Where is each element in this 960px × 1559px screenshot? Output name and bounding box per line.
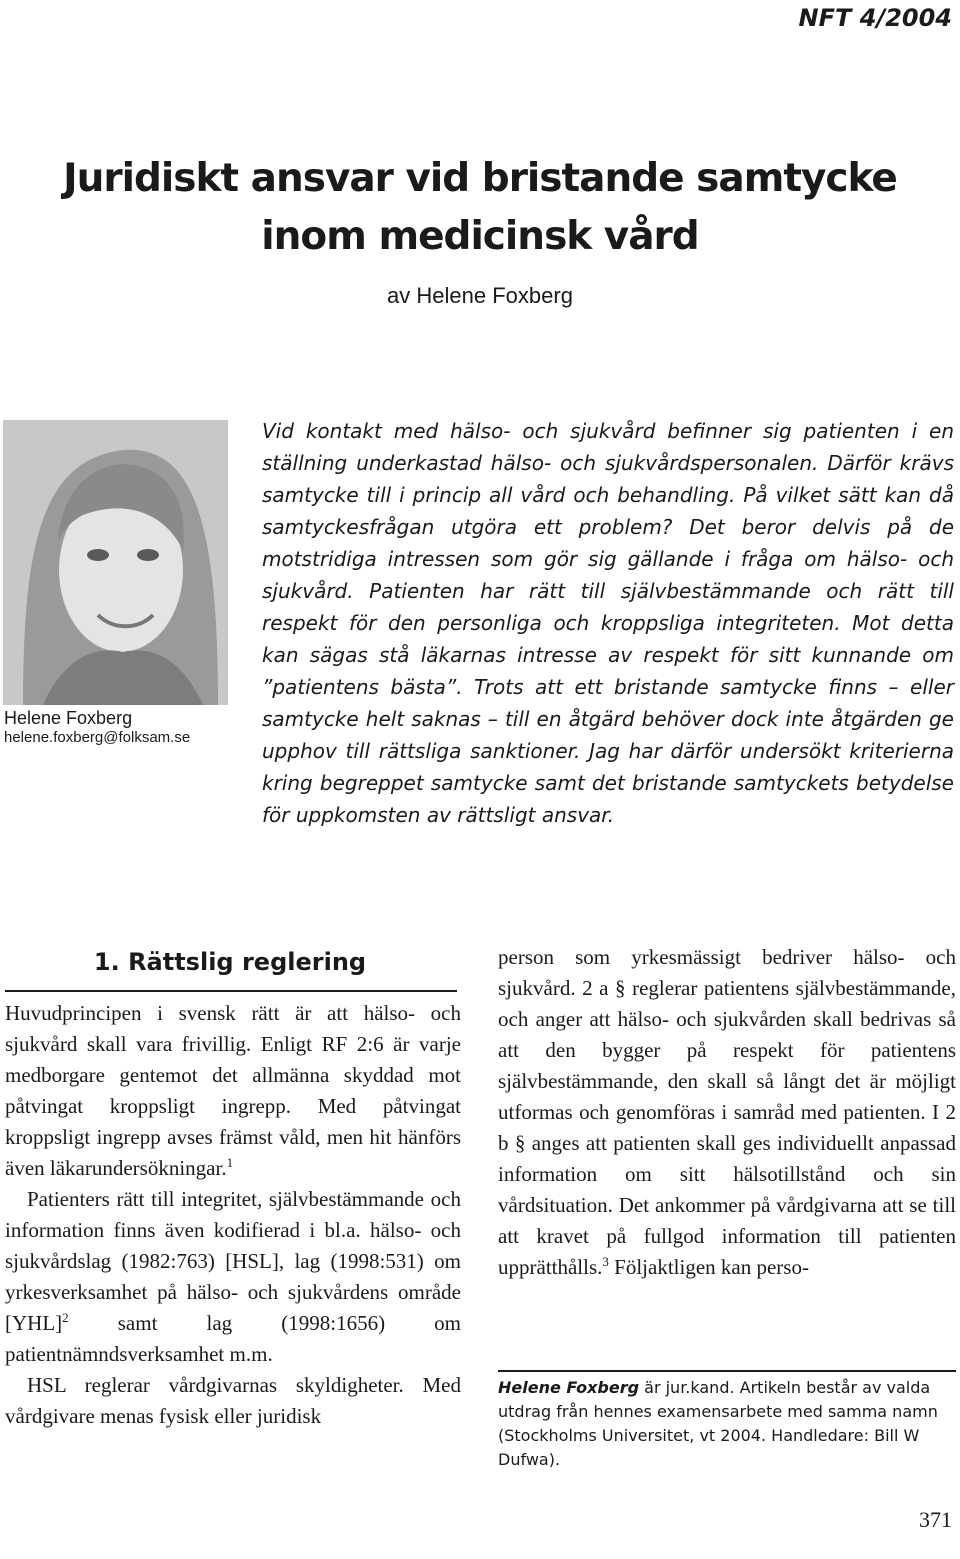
body-column-right [498, 942, 956, 1283]
byline: av Helene Foxberg [387, 283, 573, 308]
paragraph [498, 942, 956, 1283]
journal-issue: NFT 4/2004 [798, 4, 952, 32]
article-title [0, 150, 960, 266]
paragraph-text: samt lag (1998:1656) om patientnämndsverksamhet m.m. [5, 1311, 461, 1366]
paragraph-text: person som yrkesmässigt bedriver hälso- och sjukvård. 2 a § reglerar patientens självbestämmande, och anger att hälso- och sjukvården skall bedrivas så att den bygger på respekt för patientens självbestämmande, den skall så långt det är möjligt utformas och genomföras i samråd med patienten. I 2 b § anges att patienten skall ges individuellt anpassad information om sitt hälsotillstånd och sin vårdsituation. Det ankommer på vårdgivarna att se till att kravet på fullgod information till patienten upprätthålls. [498, 945, 956, 1279]
paragraph-text: Huvudprincipen i svensk rätt är att hälso- och sjukvård skall vara frivillig. Enligt RF 2:6 är varje medborgare gentemot det allmänna skyddad mot påtvingat kroppsligt ingrepp. Med påtvingat kroppsligt ingrepp avses främst våld, men hit hänförs även läkarundersökningar. [5, 1001, 461, 1180]
page-number: 371 [919, 1507, 952, 1532]
section-heading: 1. Rättslig reglering [93, 948, 367, 976]
author-caption [4, 709, 190, 747]
body-column-left [5, 998, 461, 1432]
footnote-ref: 1 [226, 1155, 234, 1170]
footnote-ref: 3 [602, 1254, 609, 1269]
paragraph-text: HSL reglerar vårdgivarnas skyldigheter. Med vårdgivare menas fysisk eller juridisk [5, 1373, 461, 1428]
paragraph [5, 998, 461, 1184]
article-title-line-2: inom medicinsk vård [261, 214, 699, 259]
paragraph-text: Följaktligen kan perso- [608, 1255, 809, 1279]
paragraph [5, 1184, 461, 1370]
author-photo [3, 420, 228, 705]
abstract: Vid kontakt med hälso- och sjukvård befinner sig patienten i en ställning underkastad hälso- och sjukvårdspersonalen. Därför krävs samtycke till i princip all vård och behandling. På vilket sätt kan då samtyckesfrågan utgöra ett problem? Det beror delvis på de motstridiga intressen som gör sig gällande i fråga om hälso- och sjukvård. Patienten har rätt till självbestämmande och rätt till respekt för den personliga och kroppsliga integriteten. Mot detta kan sägas stå läkarnas intresse av respekt för sitt kunnande om ”patientens bästa”. Trots att ett bristande samtycke finns – eller samtycke helt saknas – till en åtgärd behöver dock inte åtgärden ge upphov till rättsliga sanktioner. Jag har därför undersökt kriterierna kring begreppet samtycke samt det bristande samtyckets betydelse för uppkomsten av rättsligt ansvar. [262, 419, 954, 827]
bio-author-name: Helene Foxberg [498, 1378, 640, 1397]
article-title-line-1: Juridiskt ansvar vid bristande samtycke [63, 156, 897, 201]
paragraph-text: Patienters rätt till integritet, självbestämmande och information finns även kodifierad i bl.a. hälso- och sjukvårdslag (1982:763) [HSL], lag (1998:531) om yrkesverksamhet på hälso- och sjukvårdens område [YHL] [5, 1187, 461, 1335]
author-email[interactable]: helene.foxberg@folksam.se [4, 729, 191, 746]
bio-text: är jur.kand. Artikeln består av valda utdrag från hennes examensarbete med samma namn (Stockholms Universitet, vt 2004. Handledare: Bill W Dufwa). [498, 1378, 938, 1469]
portrait-image [3, 420, 228, 705]
section-divider [5, 990, 457, 992]
footnote-ref: 2 [62, 1310, 69, 1325]
paragraph [5, 1370, 461, 1432]
author-bio [498, 1376, 958, 1472]
author-name: Helene Foxberg [4, 708, 133, 728]
bio-divider [498, 1370, 956, 1372]
